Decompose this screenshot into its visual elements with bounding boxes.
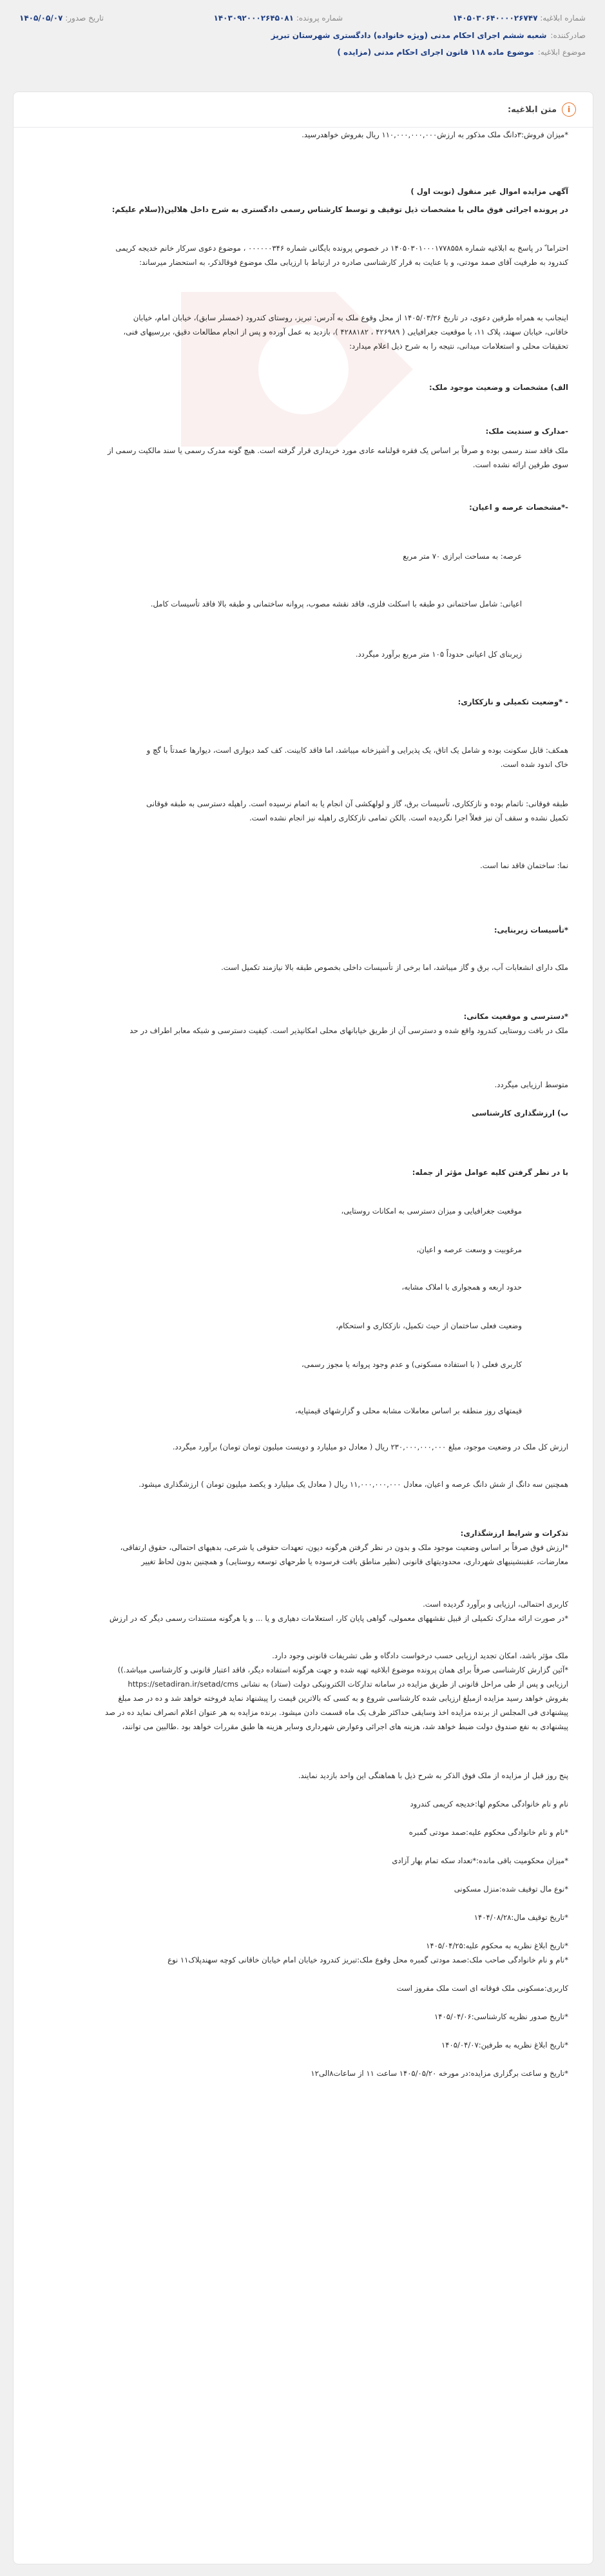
body-line: همچنین سه دانگ از شش دانگ عرصه و اعیان، معادل ۱۱,۰۰۰,۰۰۰,۰۰۰ ریال ( معادل یک میلیارد و یکصد میلیون تومان ) ارزشگذاری میشود. — [139, 1480, 568, 1489]
body-line: طبقه فوقانی: ناتمام بوده و نازککاری، تأسیسات برق، گاز و لولهکشی آن انجام یا به اتمام نرسیده است. راهپله دسترسی به طبقه فوقانی — [146, 799, 568, 808]
body-line: وضعیت فعلی ساختمان از حیث تکمیل، نازککاری و استحکام، — [336, 1321, 522, 1330]
body-line: *تأسیسات زیربنایی: — [494, 925, 568, 935]
body-line: زیربنای کل اعیانی حدوداً ۱۰۵ متر مربع برآورد میگردد. — [355, 650, 522, 659]
body-line: خاقانی، خیابان سهند، پلاک ۱۱، با موقعیت جغرافیایی ( ۴۲۶۹۸۹ ، ۴۲۸۸۱۸۲ )، بازدید به عمل آورده و پس از انجام مطالعات دقیق، بررسیهای فنی، — [123, 327, 568, 336]
body-line: *تاریخ ابلاغ نظریه به محکوم علیه:۱۴۰۵/۰۴/۲۵ — [426, 1941, 568, 1950]
body-line: نام و نام خانوادگی محکوم لها:خدیجه کریمی کندرود — [410, 1799, 568, 1808]
issue-date — [19, 14, 104, 23]
notice-card-header — [14, 92, 593, 128]
issuer-row — [19, 27, 586, 44]
body-line: *نوع مال توقیف شده:منزل مسکونی — [454, 1884, 568, 1893]
body-line: موقعیت جغرافیایی و میزان دسترسی به امکانات روستایی، — [341, 1206, 522, 1215]
body-line: پیشنهادی فی المجلس از برنده مزایده اخذ وسایقی حداکثر ظرف یک ماه قسمت دادن میشود. برنده مزایده به هر عنوان اعلام انصراف نماید ده در صد — [105, 1708, 568, 1717]
subject-value: موضوع ماده ۱۱۸ قانون اجرای احکام مدنی (مزایده ) — [337, 48, 534, 57]
body-line: *دسترسی و موقعیت مکانی: — [463, 1012, 568, 1021]
body-line: الف) مشخصات و وضعیت موجود ملک: — [429, 383, 568, 392]
body-line: سوی طرفین ارائه نشده است. — [472, 460, 568, 469]
body-line: ارزیابی و پس از طی مراحل قانونی از طریق مزایده در سامانه تدارکات الکترونیکی دولت (ستاد) به نشانی https://setadiran.ir/setad/cms — [128, 1680, 568, 1689]
page-header — [0, 0, 605, 61]
body-line: کاربری فعلی ( با استفاده مسکونی) و عدم وجود پروانه یا مجوز رسمی، — [302, 1360, 522, 1369]
issue-date-value: ۱۴۰۵/۰۵/۰۷ — [19, 14, 63, 23]
body-line: خاک اندود شده است. — [500, 760, 568, 769]
body-line: -مدارک و سندیت ملک: — [485, 427, 568, 436]
body-line: حدود اربعه و همجواری با املاک مشابه، — [401, 1283, 522, 1292]
body-line: آگهی مزایده اموال غیر منقول (نوبت اول ) — [410, 187, 568, 196]
body-line: با در نظر گرفتن کلیه عوامل مؤثر از جمله: — [412, 1168, 568, 1177]
subject-row — [19, 44, 586, 61]
body-line: مرغوبیت و وسعت عرصه و اعیان، — [416, 1245, 522, 1254]
case-number-label: شماره پرونده: — [296, 14, 343, 23]
body-line: تذکرات و شرایط ارزشگذاری: — [460, 1529, 568, 1538]
body-line: پیشنهادی به نفع صندوق دولت ضبط خواهد شد، هزینه های اجرائی وعوارض شهرداری وسایر هزینه ها طبق مقررات خواهد بود .طالبین می توانند، — [122, 1722, 568, 1731]
body-line: -*مشخصات عرصه و اعیان: — [469, 503, 568, 512]
body-line: *میزان محکومیت باقی مانده:*تعداد سکه تمام بهار آزادی — [392, 1856, 568, 1865]
body-line: *در صورت ارائه مدارک تکمیلی از قبیل نقشههای معمولی، گواهی پایان کار، استعلامات دهیاری و یا ... و یا هرگونه مستندات رسمی دیگر که در ارزش — [109, 1614, 568, 1623]
subject-label: موضوع ابلاغیه: — [537, 48, 586, 57]
body-line: *تاریخ توقیف مال:۱۴۰۴/۰۸/۲۸ — [474, 1913, 568, 1922]
body-line: قیمتهای روز منطقه بر اساس معاملات مشابه محلی و گزارشهای قیمتپایه، — [295, 1406, 522, 1415]
body-line: پنج روز قبل از مزایده از ملک فوق الذکر به شرح ذیل با هماهنگی این واحد بازدید نمایند. — [298, 1771, 568, 1780]
notice-card-title: متن ابلاغیه: — [507, 104, 557, 115]
notice-code — [453, 14, 586, 23]
body-line: در پرونده اجرائی فوق مالی با مشخصات ذیل توقیف و توسط کارشناس رسمی دادگستری به شرح داخل هلالین((سلام علیکم: — [111, 205, 568, 214]
body-line: *نام و نام خانوادگی صاحب ملک:صمد مودتی گمبره محل وقوع ملک:تبریز کندرود خیابان امام خیابان خاقانی کوچه سهندپلاک۱۱ نوع — [168, 1955, 568, 1964]
body-line: معارضات، عقبنشینیهای شهرداری، محدودیتهای قانونی (نظیر مناطق بافت فرسوده یا طرحهای توسعه روستایی) و همچنین بدون لحاظ تغییر — [141, 1557, 568, 1566]
header-meta-row — [19, 9, 586, 27]
body-line: عرصه: به مساحت ابرازی ۷۰ متر مربع — [403, 552, 522, 561]
body-line: اعیانی: شامل ساختمانی دو طبقه با اسکلت فلزی، فاقد نقشه مصوب، پروانه ساختمانی و طبقه بالا فاقد تأسیسات کامل. — [150, 599, 522, 608]
body-line: *نام و نام خانوادگی محکوم علیه:صمد مودتی گمبره — [408, 1828, 568, 1837]
body-line: همکف: قابل سکونت بوده و شامل یک اتاق، یک پذیرایی و آشپزخانه میباشد، اما فاقد کابینت. کف کمد دیواری است، دیوارها عمدتاً با گچ و — [146, 746, 568, 755]
body-line: نما: ساختمان فاقد نما است. — [480, 861, 568, 870]
body-line: متوسط ارزیابی میگردد. — [494, 1080, 568, 1089]
body-line: *آئین گزارش کارشناسی صرفاً برای همان پرونده موضوع ابلاغیه تهیه شده و جهت هرگونه استفاده دیگر، فاقد اعتبار قانونی و کارشناسی میباشد.)) — [117, 1665, 568, 1674]
body-line: ملک مؤثر باشد، امکان تجدید ارزیابی حسب درخواست دادگاه و طی تشریفات قانونی وجود دارد. — [272, 1651, 568, 1660]
body-line: ب) ارزشگذاری کارشناسی — [472, 1109, 568, 1118]
body-line: ملک در بافت روستایی کندرود واقع شده و دسترسی آن از طریق خیابانهای محلی امکانپذیر است. کیفیت دسترسی و شبکه معابر اطراف در حد — [130, 1026, 568, 1035]
notice-code-value: ۱۴۰۵۰۳۰۶۴۰۰۰۰۲۶۷۴۷ — [452, 14, 538, 23]
issuer-label: صادرکننده: — [550, 31, 586, 40]
body-line: - *وضعیت تکمیلی و نازککاری: — [457, 697, 568, 706]
body-line: اینجانب به همراه طرفین دعوی، در تاریخ ۱۴۰۵/۰۳/۲۶ از محل وقوع ملک به آدرس: تبریز، روستای کندرود (خمسلر سابق)، خیابان امام، خیابان — [133, 313, 568, 322]
notice-card — [13, 92, 593, 2564]
body-line: *تاریخ و ساعت برگزاری مزایده:در مورخه ۱۴۰۵/۰۵/۲۰ ساعت ۱۱ از ساعات۸الی۱۲ — [311, 2069, 568, 2078]
body-line: ارزش کل ملک در وضعیت موجود، مبلغ ۲۳۰,۰۰۰,۰۰۰,۰۰۰ ریال ( معادل دو میلیارد و دویست میلیون تومان تومان) برآورد میگردد. — [172, 1442, 568, 1451]
body-line: کاربری احتمالی، ارزیابی و برآورد گردیده است. — [423, 1600, 568, 1609]
notice-code-label: شماره ابلاغیه: — [540, 14, 586, 23]
body-line: *میزان فروش:۳دانگ ملک مذکور به ارزش۱۱۰,۰۰۰,۰۰۰,۰۰۰ ریال بفروش خواهدرسید. — [302, 130, 568, 139]
body-line: *تاریخ صدور نظریه کارشناسی:۱۴۰۵/۰۴/۰۶ — [434, 2012, 568, 2021]
body-line: *تاریخ ابلاغ نظریه به طرفین:۱۴۰۵/۰۴/۰۷ — [441, 2040, 568, 2049]
body-line: ملک دارای انشعابات آب، برق و گاز میباشد، اما برخی از تأسیسات داخلی بخصوص طبقه بالا نیازمند تکمیل است. — [221, 963, 568, 972]
case-number — [213, 14, 343, 23]
info-icon: i — [562, 102, 576, 117]
issue-date-label: تاریخ صدور: — [65, 14, 104, 23]
body-line: تکمیل نشده و سقف آن نیز فعلاً اجرا نگردیده است. بالکن تمامی نازککاری راهپله نیز انجام نشده است. — [249, 813, 568, 822]
case-number-value: ۱۴۰۳۰۹۲۰۰۰۲۶۴۵۰۸۱ — [213, 14, 294, 23]
body-line: ملک فاقد سند رسمی بوده و صرفاً بر اساس یک فقره قولنامه عادی مورد خریداری قرار گرفته است. هیچ گونه مدرک رسمی یا سند مالکیت رسمی از — [107, 446, 568, 455]
body-line: بفروش خواهد رسید مزایده ازمبلغ ارزیابی شده کارشناسی شروع و به کسی که بالاترین قیمت را پیشنهاد نماید فروخته خواهد شد و ده در صد مبلغ — [118, 1694, 568, 1703]
body-line: *ارزش فوق صرفاً بر اساس وضعیت موجود ملک و بدون در نظر گرفتن هرگونه دیون، تعهدات حقوقی یا شرعی، بدهیهای احتمالی، حقوق ارتفاقی، — [120, 1543, 568, 1552]
body-line: کاربری:مسکونی ملک فوقانه ای است ملک مفروز است — [396, 1984, 568, 1993]
issuer-value: شعبه ششم اجرای احکام مدنی (ویژه خانواده) دادگستری شهرستان تبریز — [271, 31, 547, 40]
body-line: تحقیقات محلی و استعلامات میدانی، نتیجه را به شرح ذیل اعلام میدارد: — [349, 342, 568, 351]
body-line: کندرود به طرفیت آقای صمد مودتی، و با عنایت به قرار کارشناسی صادره در ارتباط با ارزیابی ملک موضوع فوقالذکر، به استحضار میرساند: — [139, 258, 568, 267]
body-line: احتراما ً در پاسخ به ابلاغیه شماره ۱۴۰۵۰۳۰۱۰۰۰۱۷۷۸۵۵۸ در خصوص پرونده بایگانی شماره ۰۰۰۰۰۰۳۴۶ ، موضوع دعوی سرکار خانم خدیجه کریمی — [115, 244, 568, 253]
